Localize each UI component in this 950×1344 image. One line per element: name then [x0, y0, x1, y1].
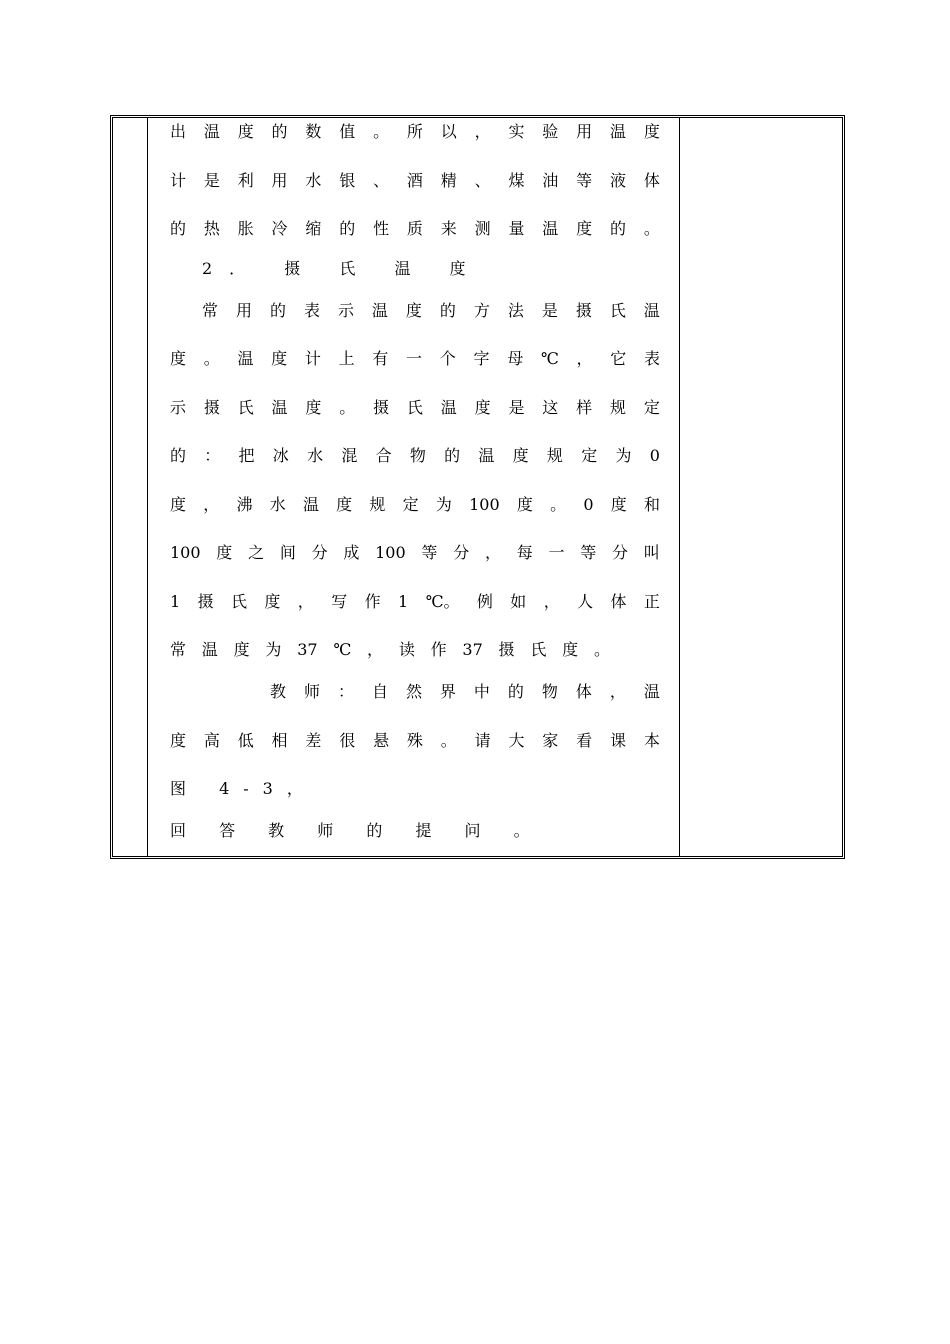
text-line-6: 度 。 温 度 计 上 有 一 个 字 母 ℃ ， 它 表 [170, 349, 660, 368]
text-line-5: 常 用 的 表 示 温 度 的 方 法 是 摄 氏 温 [202, 301, 660, 320]
text-line-14: 度 高 低 相 差 很 悬 殊 。 请 大 家 看 课 本 [170, 731, 660, 750]
table-column-divider-left [147, 118, 148, 856]
text-line-1: 出 温 度 的 数 值 。 所 以 ， 实 验 用 温 度 [170, 122, 660, 141]
text-line-13: 教 师 ： 自 然 界 中 的 物 体 ， 温 [270, 682, 660, 701]
table-column-divider-right [679, 118, 680, 856]
text-line-3: 的 热 胀 冷 缩 的 性 质 来 测 量 温 度 的 。 [170, 219, 660, 238]
text-line-7: 示 摄 氏 温 度 。 摄 氏 温 度 是 这 样 规 定 [170, 398, 660, 417]
text-line-16: 回 答 教 师 的 提 问 。 [170, 821, 544, 840]
text-line-11: 1 摄 氏 度 ， 写 作 1 ℃。 例 如 ， 人 体 正 [170, 592, 660, 611]
text-line-8: 的 ： 把 冰 水 混 合 物 的 温 度 规 定 为 0 [170, 446, 660, 465]
section-heading: 2． 摄 氏 温 度 [202, 259, 483, 278]
text-line-15: 图 4-3， [170, 779, 317, 798]
text-line-2: 计 是 利 用 水 银 、 酒 精 、 煤 油 等 液 体 [170, 171, 660, 190]
text-line-10: 100 度 之 间 分 成 100 等 分 ， 每 一 等 分 叫 [170, 543, 660, 562]
text-line-12: 常 温 度 为 37 ℃ ， 读 作 37 摄 氏 度 。 [170, 640, 610, 659]
text-line-9: 度 ， 沸 水 温 度 规 定 为 100 度 。 0 度 和 [170, 495, 660, 514]
